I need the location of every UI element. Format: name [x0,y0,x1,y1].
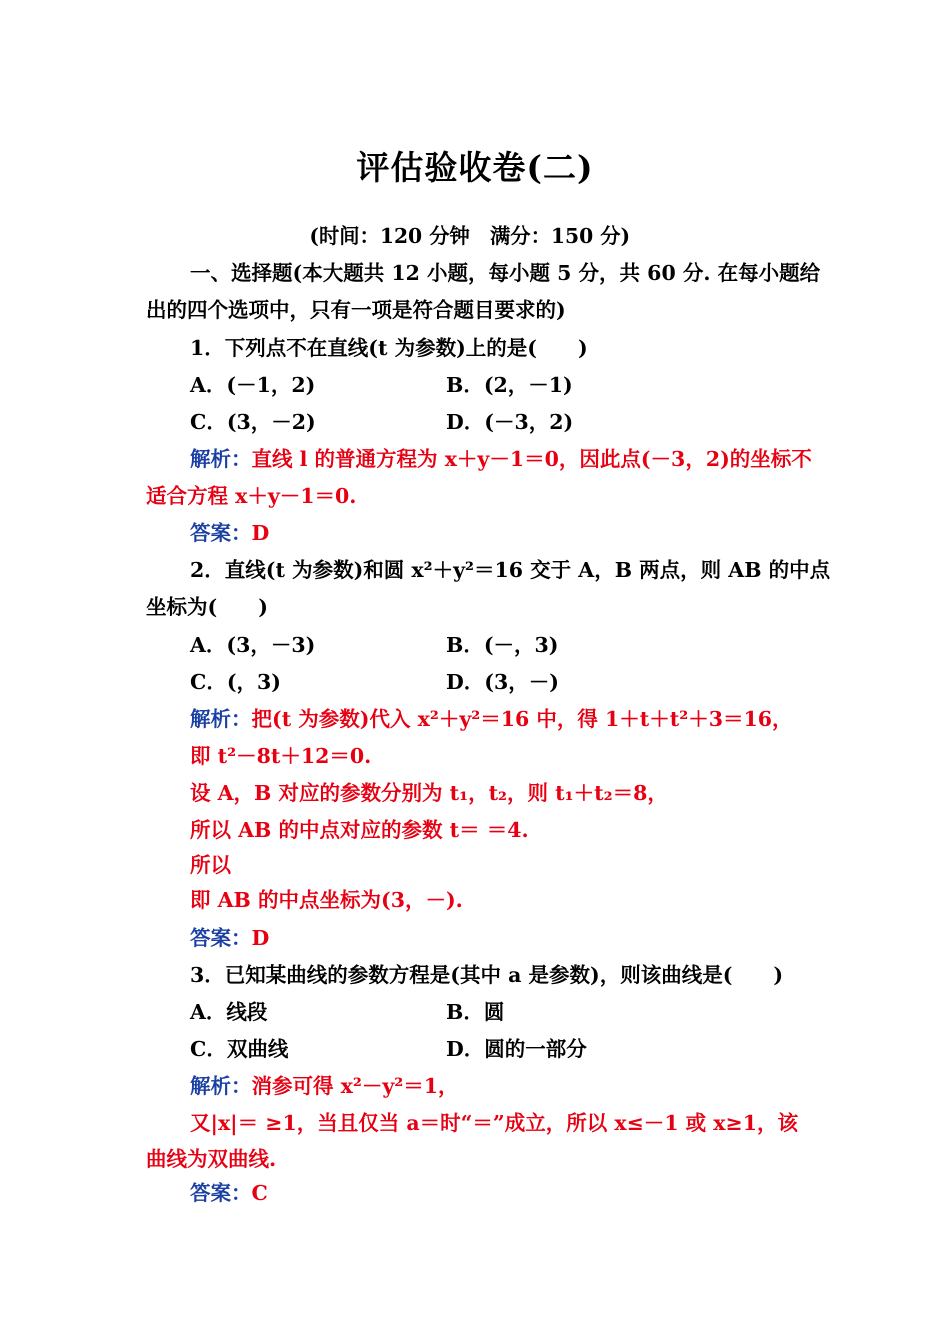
section-heading-line1: 一、选择题(本大题共 12 小题，每小题 5 分，共 60 分. 在每小题给 [190,261,821,285]
q3-analysis-line1 [190,1072,459,1100]
q3-stem: 3．已知某曲线的参数方程是(其中 a 是参数)，则该曲线是( ) [190,963,784,987]
q2-option-c: C．(，3) [190,670,281,694]
q3-option-a: A．线段 [190,1000,268,1024]
exam-meta: (时间：120 分钟 满分：150 分) [309,224,631,248]
answer-label: 答案： [190,1181,252,1205]
q2-analysis-line2: 即 t²－8t＋12＝0. [190,744,372,768]
q2-stem-line1: 2．直线(t 为参数)和圆 x²＋y²＝16 交于 A，B 两点，则 AB 的中点 [190,558,831,582]
q1-option-c: C．(3，－2) [190,410,316,434]
q2-analysis-line5: 所以 [190,853,231,877]
q2-answer [190,924,269,952]
section-heading-line2: 出的四个选项中，只有一项是符合题目要求的) [146,298,566,322]
q2-option-b: B．(－，3) [446,633,559,657]
q3-analysis-line3: 曲线为双曲线. [146,1147,277,1171]
analysis-label: 解析： [190,1074,252,1098]
analysis-label: 解析： [190,707,252,731]
q2-analysis-line6: 即 AB 的中点坐标为(3，－). [190,888,463,912]
page-title: 评估验收卷(二) [356,148,594,187]
q1-stem: 1．下列点不在直线(t 为参数)上的是( ) [190,336,588,360]
answer-label: 答案： [190,926,252,950]
answer-value: C [251,1181,268,1205]
q2-option-a: A．(3，－3) [190,633,316,657]
analysis-text: 把(t 为参数)代入 x²＋y²＝16 中，得 1＋t＋t²＋3＝16， [251,707,793,731]
q1-answer [190,519,269,547]
analysis-text: 消参可得 x²－y²＝1， [251,1074,459,1098]
q2-analysis-line1 [190,705,793,733]
q1-option-b: B．(2，－1) [446,373,573,397]
q1-analysis-line2: 适合方程 x＋y－1＝0. [146,484,357,508]
q2-stem-line2: 坐标为( ) [146,595,268,619]
q2-analysis-line4: 所以 AB 的中点对应的参数 t＝ ＝4. [190,818,529,842]
q3-option-b: B．圆 [446,1000,505,1024]
q1-option-d: D．(－3，2) [446,410,574,434]
q3-option-d: D．圆的一部分 [446,1037,587,1061]
analysis-label: 解析： [190,447,252,471]
answer-value: D [251,926,270,950]
q2-option-d: D．(3，－) [446,670,559,694]
q1-analysis-line1 [190,445,812,473]
q1-option-a: A．(－1，2) [190,373,316,397]
analysis-text: 直线 l 的普通方程为 x＋y－1＝0，因此点(－3，2)的坐标不 [251,447,812,471]
q3-analysis-line2: 又|x|＝ ≥1，当且仅当 a＝时“＝”成立，所以 x≤－1 或 x≥1，该 [190,1111,798,1135]
answer-value: D [251,521,270,545]
q2-analysis-line3: 设 A，B 对应的参数分别为 t₁，t₂，则 t₁＋t₂＝8， [190,781,668,805]
q3-option-c: C．双曲线 [190,1037,289,1061]
answer-label: 答案： [190,521,252,545]
q3-answer [190,1179,268,1207]
